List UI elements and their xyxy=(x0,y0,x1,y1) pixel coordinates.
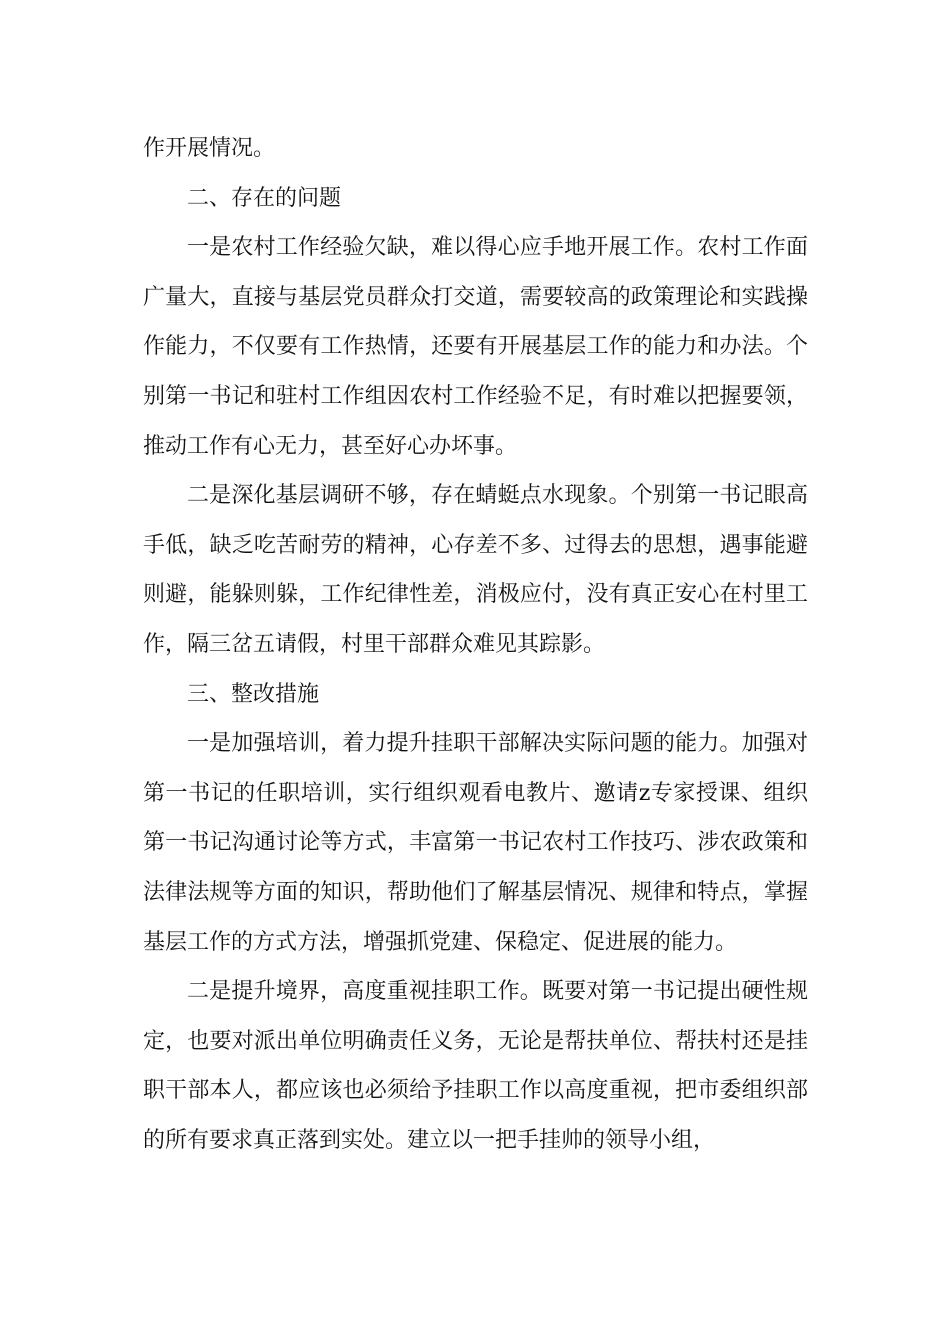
paragraph-problem-1: 一是农村工作经验欠缺，难以得心应手地开展工作。农村工作面广量大，直接与基层党员群众打交道，需要较高的政策理论和实践操作能力，不仅要有工作热情，还要有开展基层工作的能力和办法。个别第一书记和驻村工作组因农村工作经验不足，有时难以把握要领，推动工作有心无力，甚至好心办坏事。 xyxy=(143,235,808,459)
document-body xyxy=(143,124,808,1165)
section-heading-measures: 三、整改措施 xyxy=(187,681,320,707)
paragraph-measure-2: 二是提升境界，高度重视挂职工作。既要对第一书记提出硬性规定，也要对派出单位明确责任义务，无论是帮扶单位、帮扶村还是挂职干部本人，都应该也必须给予挂职工作以高度重视，把市委组织部的所有要求真正落到实处。建立以一把手挂帅的领导小组， xyxy=(143,979,808,1153)
paragraph-problem-2: 二是深化基层调研不够，存在蜻蜓点水现象。个别第一书记眼高手低，缺乏吃苦耐劳的精神，心存差不多、过得去的思想，遇事能避则避，能躲则躲，工作纪律性差，消极应付，没有真正安心在村里工作，隔三岔五请假，村里干部群众难见其踪影。 xyxy=(143,483,808,657)
paragraph-continuation: 作开展情况。 xyxy=(143,136,276,161)
section-heading-problems: 二、存在的问题 xyxy=(187,185,342,211)
paragraph-measure-1: 一是加强培训，着力提升挂职干部解决实际问题的能力。加强对第一书记的任职培训，实行组织观看电教片、邀请z专家授课、组织第一书记沟通讨论等方式，丰富第一书记农村工作技巧、涉农政策和法律法规等方面的知识，帮助他们了解基层情况、规律和特点，掌握基层工作的方式方法，增强抓党建、保稳定、促进展的能力。 xyxy=(143,731,808,955)
